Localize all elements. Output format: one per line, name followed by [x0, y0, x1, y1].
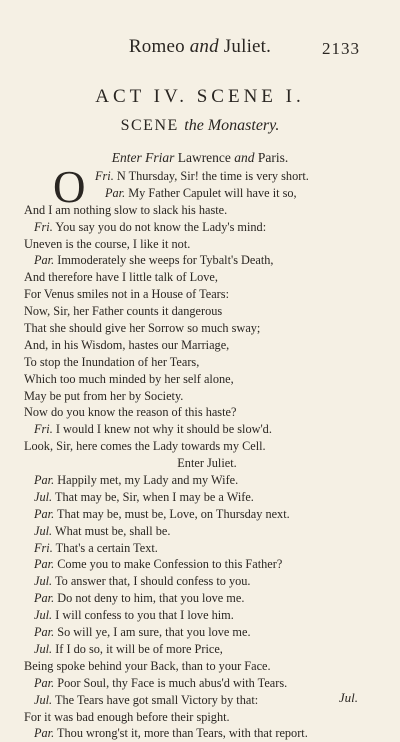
speaker-label: Par.	[34, 557, 55, 572]
line-text: Immoderately she weeps for Tybalt's Death,	[57, 253, 274, 268]
dialogue-line	[24, 675, 380, 692]
dialogue-line	[24, 472, 380, 489]
line-text: Poor Soul, thy Face is much abus'd with Tears.	[57, 675, 288, 690]
catchword: Jul.	[338, 690, 358, 705]
running-title: Romeo and Juliet.	[128, 36, 272, 57]
speaker-label: Fri.	[34, 540, 53, 555]
line-text: Now do you know the reason of this haste?	[24, 405, 237, 420]
act-heading: ACT IV. SCENE I.	[95, 86, 305, 107]
line-text: Thou wrong'st it, more than Tears, with that report.	[57, 726, 308, 741]
line-text: Which too much minded by her self alone,	[24, 371, 234, 386]
speaker-label: Jul.	[34, 641, 53, 656]
speaker-label: Par.	[34, 726, 55, 741]
dialogue-line	[24, 371, 380, 388]
speaker-label: Par.	[34, 473, 55, 488]
speaker-label: Fri.	[95, 169, 114, 183]
dialogue-line	[24, 590, 380, 607]
dialogue-line	[24, 438, 380, 455]
dialogue-line	[24, 506, 380, 523]
dialogue-line	[24, 607, 380, 624]
line-text: Look, Sir, here comes the Lady towards my Cell.	[24, 439, 266, 454]
line-text: That she should give her Sorrow so much sway;	[24, 321, 261, 336]
scene-heading	[0, 117, 400, 135]
speaker-label: Par.	[34, 253, 55, 268]
line-text: Enter Juliet.	[177, 456, 237, 471]
line-text: That may be, Sir, when I may be a Wife.	[54, 489, 254, 504]
running-head	[0, 36, 400, 64]
line-text: Uneven is the course, I like it not.	[24, 236, 191, 251]
line-text: Being spoke behind your Back, than to your Face.	[24, 658, 271, 673]
dialogue-line	[24, 388, 380, 405]
line-text: Happily met, my Lady and my Wife.	[57, 473, 239, 488]
dialogue-line	[24, 404, 380, 421]
speaker-label: Par.	[105, 185, 126, 200]
dialogue-line	[24, 489, 380, 506]
dialogue-line	[24, 354, 380, 371]
dialogue-line	[24, 709, 380, 726]
line-text: I will confess to you that I love him.	[55, 608, 234, 623]
dialogue-line	[24, 641, 380, 658]
dialogue-line	[24, 523, 380, 540]
speaker-label: Jul.	[34, 608, 53, 623]
dialogue-line	[24, 540, 380, 557]
line-text: Come you to make Confession to this Father?	[57, 557, 283, 572]
line-text: And, in his Wisdom, hastes our Marriage,	[24, 337, 230, 352]
dialogue-line	[24, 320, 380, 337]
dialogue-line	[24, 185, 380, 202]
dialogue-line	[24, 168, 380, 185]
dialogue-line	[24, 573, 380, 590]
speaker-label: Jul.	[34, 574, 53, 589]
line-text: That's a certain Text.	[55, 540, 158, 555]
speaker-label: Par.	[34, 591, 55, 606]
speaker-label: Fri.	[34, 219, 53, 234]
line-text: And I am nothing slow to slack his haste.	[24, 202, 228, 217]
line-text: You say you do not know the Lady's mind:	[55, 219, 267, 234]
speaker-label: Par.	[34, 675, 55, 690]
stage-direction-entry: Enter Friar Lawrence and Paris.	[111, 150, 289, 165]
dialogue-line	[24, 556, 380, 573]
line-text: What must be, shall be.	[54, 523, 171, 538]
line-text: My Father Capulet will have it so,	[128, 185, 297, 200]
dialogue-line	[24, 202, 380, 219]
speaker-label: Jul.	[34, 489, 53, 504]
dialogue-line	[24, 303, 380, 320]
line-text: Now, Sir, her Father counts it dangerous	[24, 304, 223, 319]
dialogue-line	[24, 658, 380, 675]
dialogue-line	[24, 337, 380, 354]
scene-label: SCENE	[120, 117, 179, 134]
dialogue-line	[24, 725, 380, 742]
page-number: 2133	[322, 39, 360, 58]
line-text: That may be, must be, Love, on Thursday next.	[57, 506, 290, 521]
scene-location: the Monastery.	[184, 117, 280, 134]
speaker-label: Par.	[34, 625, 55, 640]
dialogue-line	[24, 252, 380, 269]
line-text: And therefore have I little talk of Love,	[24, 270, 218, 285]
dialogue-line	[24, 692, 380, 709]
dialogue-line	[24, 219, 380, 236]
speaker-label: Par.	[34, 506, 55, 521]
line-text: May be put from her by Society.	[24, 388, 184, 403]
speaker-label: Fri.	[34, 422, 53, 437]
line-text: For it was bad enough before their spight.	[24, 709, 230, 724]
line-text: I would I knew not why it should be slow'd.	[55, 422, 272, 437]
speaker-label: Jul.	[34, 523, 53, 538]
dialogue-line	[24, 624, 380, 641]
line-text: N Thursday, Sir! the time is very short.	[116, 169, 309, 183]
dialogue-line	[24, 421, 380, 438]
line-text: To answer that, I should confess to you.	[54, 574, 251, 589]
speaker-label: Jul.	[34, 692, 53, 707]
dialogue-line	[24, 455, 380, 472]
drop-cap: O	[53, 162, 86, 212]
line-text: So will ye, I am sure, that you love me.	[57, 625, 251, 640]
line-text: To stop the Inundation of her Tears,	[24, 354, 200, 369]
dialogue-line	[24, 286, 380, 303]
dialogue-line	[24, 236, 380, 253]
dialogue-text	[24, 168, 380, 742]
dialogue-line	[24, 269, 380, 286]
line-text: For Venus smiles not in a House of Tears:	[24, 287, 229, 302]
line-text: The Tears have got small Victory by that:	[54, 692, 259, 707]
line-text: Do not deny to him, that you love me.	[57, 591, 245, 606]
line-text: If I do so, it will be of more Price,	[55, 641, 223, 656]
